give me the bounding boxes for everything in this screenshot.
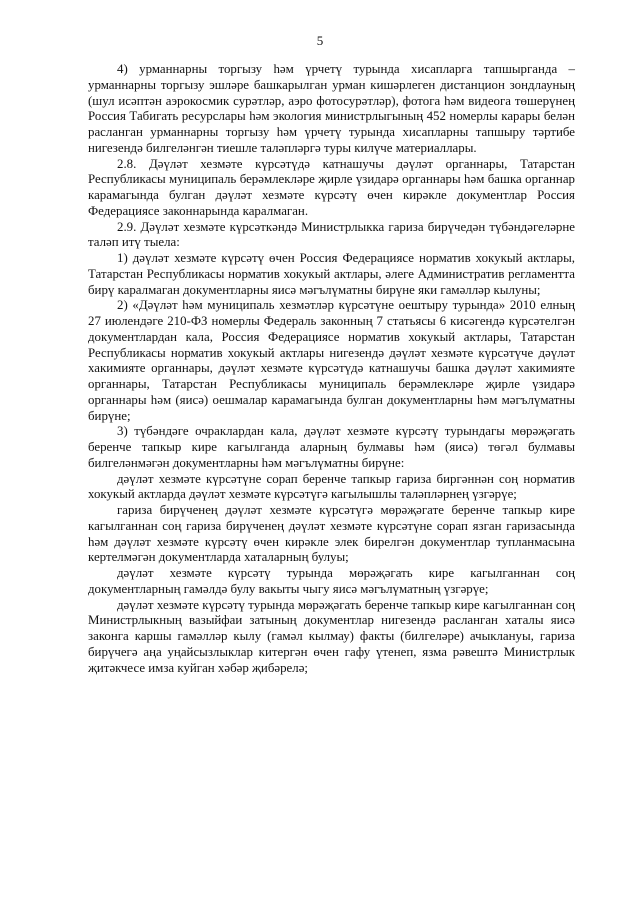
page-number: 5 bbox=[316, 33, 324, 48]
paragraph-forest-reports: 4) урманнарны торгызу һәм үрчетү турында хисапларга тапшырганда – урманнарны торгызу эшләре башкарылган урман кишәрлеген дистанцион зондлауның (шул исәптән аэрокосмик сурәтләр, аэро фотосурәтләр), фотога һәм видеога төшерүнең Россия Табигать ресурслары һәм экология министрлыгының 452 номерлы карары белән расланган урманнарны торгызу һәм үрчетү турында хисапларны тапшыру тәртибе нигезендә билгеләнгән тиешле таләпләргә туры килүче материаллары. bbox=[88, 62, 575, 155]
document-body bbox=[88, 62, 575, 676]
paragraph-exception-1: дәүләт хезмәте күрсәтүне сорап беренче тапкыр гариза биргәннән соң норматив хокукый актларда дәүләт хезмәте күрсәтүгә кагылышлы таләпләрнең үзгәрүе; bbox=[88, 471, 575, 502]
paragraph-2-8: 2.8. Дәүләт хезмәте күрсәтүдә катнашучы дәүләт органнары, Татарстан Республикасы муниципаль берәмлекләре җирле үзидарә органнары һәм башка органнар карамагында булган дәүләт хезмәте күрсәтү өчен кирәкле документлар Россия Федерациясе законнарында каралмаган. bbox=[88, 156, 575, 218]
paragraph-exception-3: дәүләт хезмәте күрсәтү турында мөрәҗәгать кире кагылганнан соң документларның гамәлдә булу вакыты чыгу яисә мәгълүматның үзгәрүе; bbox=[88, 566, 575, 596]
paragraph-2-9-item-2: 2) «Дәүләт һәм муниципаль хезмәтләр күрсәтүне оештыру турында» 2010 елның 27 июлендәге 210-ФЗ номерлы Федераль законның 7 статьясы 6 кисәгендә күрсәтелгән документлардан кала, Россия Федерациясе норматив хокукый актлары, Татарстан Республикасы норматив хокукый актлары нигезендә дәүләт хезмәте күрсәтүче дәүләт хакимияте органнары, дәүләт хезмәте күрсәтүдә катнашучы башка дәүләт хакимияте органнары, Татарстан Республикасы муниципаль берәмлекләре җирле үзидарә органнары һәм (яисә) оешмалар карамагында булган документларны һәм мәгълүматны бирүне; bbox=[88, 298, 575, 423]
paragraph-exception-4: дәүләт хезмәте күрсәтү турында мөрәҗәгать беренче тапкыр кире кагылганнан соң Министрлыкның вазыйфаи затының документлар нигезендә расланган хаталы яисә законга каршы гамәлләр кылу (гамәл кылмау) факты (билгеләре) ачыклануы, гариза бирүчегә аңа уңайсызлыклар китергән өчен гафу үтенеп, язма рәвештә Министрлык җитәкчесе имза куйган хәбәр җибәрелә; bbox=[88, 597, 575, 675]
paragraph-exception-2: гариза бирүченең дәүләт хезмәте күрсәтүгә мөрәҗәгате беренче тапкыр кире кагылганнан соң гариза бирүченең дәүләт хезмәте күрсәтүне сорап язган гаризасында һәм дәүләт хезмәте күрсәтү өчен кирәкле элек бирелгән документлар тупланмасына кертелмәгән документларда хаталарның булуы; bbox=[88, 503, 575, 565]
paragraph-2-9: 2.9. Дәүләт хезмәте күрсәткәндә Министрлыкка гариза бирүчедән түбәндәгеләрне таләп итү тыела: bbox=[88, 219, 575, 250]
paragraph-2-9-item-3: 3) түбәндәге очраклардан кала, дәүләт хезмәте күрсәтү турындагы мөрәҗәгать беренче тапкыр кире кагылганда аларның булмавы һәм (яисә) төгәл булмавы билгеләнмәгән документларны һәм мәгълүматны бирүне: bbox=[88, 424, 575, 470]
paragraph-2-9-item-1: 1) дәүләт хезмәте күрсәтү өчен Россия Федерациясе норматив хокукый актлары, Татарстан Республикасы норматив хокукый актлары, әлеге Административ регламентта бирү каралмаган документларны яисә мәгълүматны бирүне яки гамәлләр кылуны; bbox=[88, 251, 575, 297]
